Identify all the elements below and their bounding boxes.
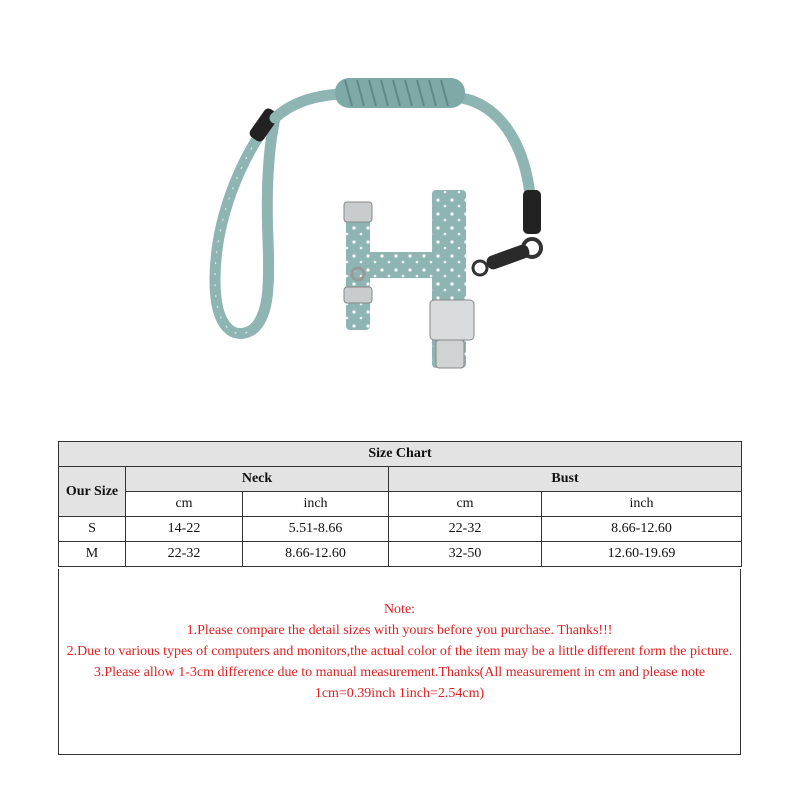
table-row [59, 517, 742, 542]
value-cell: 14-22 [126, 517, 243, 542]
size-chart-title: Size Chart [59, 442, 742, 467]
unit-header: inch [542, 492, 742, 517]
value-cell: 12.60-19.69 [542, 542, 742, 567]
notes-box [58, 569, 741, 755]
bust-header: Bust [389, 467, 742, 492]
leash-clip [473, 239, 541, 275]
neck-header: Neck [126, 467, 389, 492]
leash-handle-loop [215, 118, 275, 333]
notes-heading: Note: [383, 602, 416, 617]
note-line: 1.Please compare the detail sizes with yours before you purchase. Thanks!!! [186, 623, 613, 638]
size-chart-table [58, 441, 742, 567]
unit-header: cm [126, 492, 243, 517]
harness [344, 190, 474, 368]
notes [59, 599, 740, 704]
value-cell: 32-50 [389, 542, 542, 567]
size-cell: S [59, 517, 126, 542]
note-line: 2.Due to various types of computers and monitors,the actual color of the item may be a little different form the picture. [66, 644, 733, 659]
our-size-header: Our Size [59, 467, 126, 517]
unit-header: cm [389, 492, 542, 517]
leash-sleeve-right [523, 190, 541, 234]
leash-coil [335, 78, 465, 108]
size-cell: M [59, 542, 126, 567]
value-cell: 5.51-8.66 [243, 517, 389, 542]
note-line: 3.Please allow 1-3cm difference due to manual measurement.Thanks(All measurement in cm and please note 1cm=0.39inch 1inch=2.54cm) [93, 665, 706, 701]
value-cell: 8.66-12.60 [243, 542, 389, 567]
unit-header: inch [243, 492, 389, 517]
value-cell: 8.66-12.60 [542, 517, 742, 542]
table-row [59, 542, 742, 567]
value-cell: 22-32 [389, 517, 542, 542]
value-cell: 22-32 [126, 542, 243, 567]
